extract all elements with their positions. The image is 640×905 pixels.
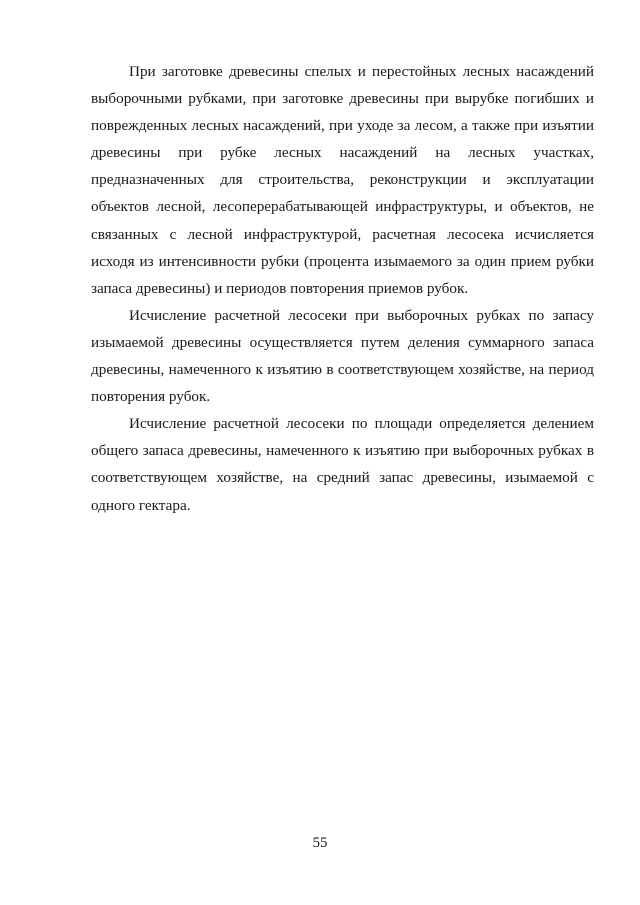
paragraph-3: Исчисление расчетной лесосеки по площади определяется делением общего запаса древесины, намеченного к изъятию при выборочных рубках в соответствующем хозяйстве, на средний запас древесины, изымаемой с одного гектара. xyxy=(91,415,594,514)
page-body xyxy=(91,58,594,519)
page-number: 55 xyxy=(312,835,328,851)
paragraph-1: При заготовке древесины спелых и перестойных лесных насаждений выборочными рубками, при заготовке древесины при вырубке погибших и поврежденных лесных насаждений, при уходе за лесом, а также при изъятии древесины при рубке лесных насаждений на лесных участках, предназначенных для строительства, реконструкции и эксплуатации объектов лесной, лесоперерабатывающей инфраструктуры, и объектов, не связанных с лесной инфраструктурой, расчетная лесосека исчисляется исходя из интенсивности рубки (процента изымаемого за один прием рубки запаса древесины) и периодов повторения приемов рубок. xyxy=(91,63,594,297)
paragraph-2: Исчисление расчетной лесосеки при выборочных рубках по запасу изымаемой древесины осуществляется путем деления суммарного запаса древесины, намеченного к изъятию в соответствующем хозяйстве, на период повторения рубок. xyxy=(91,306,594,406)
